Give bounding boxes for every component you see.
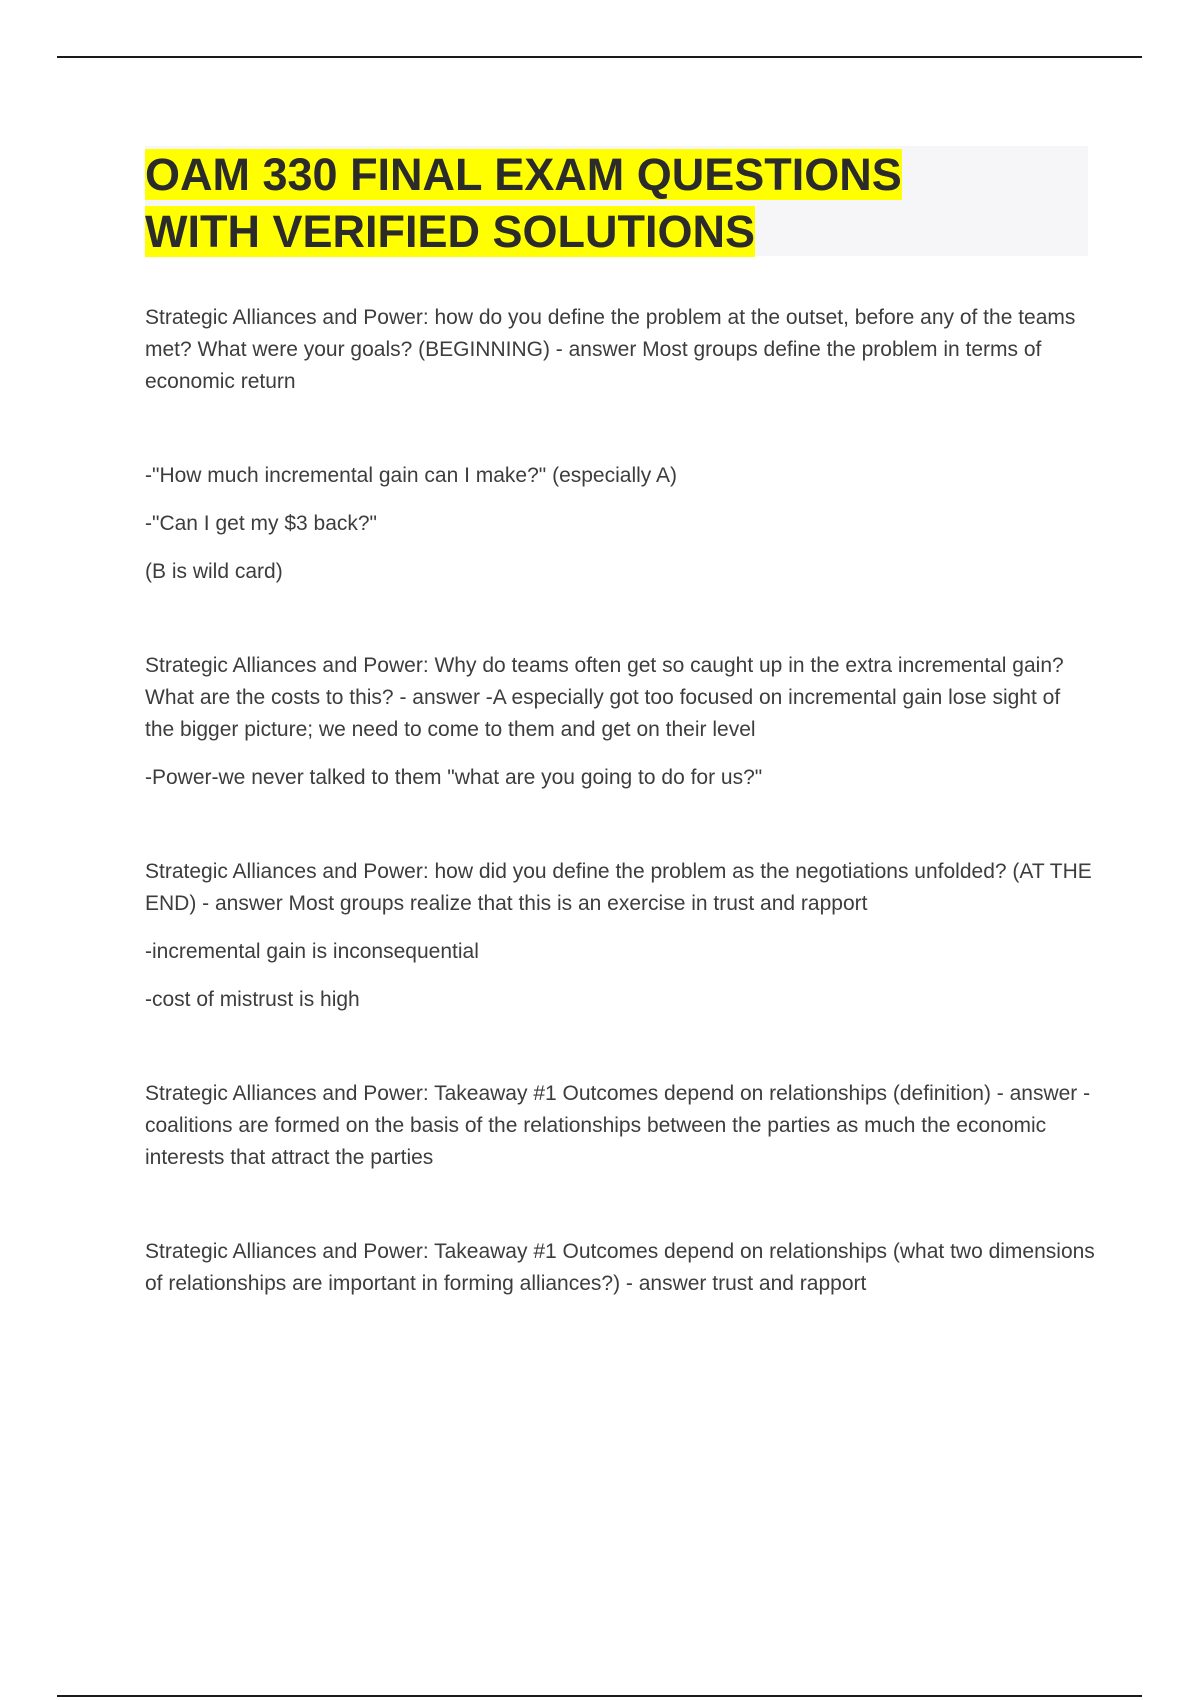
point: -"Can I get my $3 back?" — [145, 512, 378, 535]
question-answer-2: Strategic Alliances and Power: Why do teams often get so caught up in the extra incremental gain? What are the costs to this? - answer -A especially got too focused on incremental gain lose sight of the bigger picture; we need to come to them and get on their level — [145, 654, 1064, 741]
document-title — [145, 146, 1088, 260]
bottom-rule — [57, 1695, 1142, 1697]
question-answer-5: Strategic Alliances and Power: Takeaway #1 Outcomes depend on relationships (what two dimensions of relationships are important in forming alliances?) - answer trust and rapport — [145, 1240, 1095, 1295]
point: -"How much incremental gain can I make?" (especially A) — [145, 464, 677, 487]
document-body — [145, 302, 1095, 1300]
title-line-2: WITH VERIFIED SOLUTIONS — [145, 206, 756, 257]
question-answer-3: Strategic Alliances and Power: how did you define the problem as the negotiations unfolded? (AT THE END) - answer Most groups realize that this is an exercise in trust and rapport — [145, 860, 1092, 915]
question-answer-4: Strategic Alliances and Power: Takeaway #1 Outcomes depend on relationships (definition) - answer -coalitions are formed on the basis of the relationships between the parties as much the economic interests that attract the parties — [145, 1082, 1091, 1169]
point: -Power-we never talked to them "what are you going to do for us?" — [145, 766, 763, 789]
point: -cost of mistrust is high — [145, 988, 360, 1011]
point: (B is wild card) — [145, 560, 283, 583]
question-answer-1: Strategic Alliances and Power: how do you define the problem at the outset, before any of the teams met? What were your goals? (BEGINNING) - answer Most groups define the problem in terms of economic return — [145, 306, 1076, 393]
point: -incremental gain is inconsequential — [145, 940, 479, 963]
title-block — [145, 146, 1088, 256]
top-rule — [57, 56, 1142, 58]
title-line-1: OAM 330 FINAL EXAM QUESTIONS — [145, 149, 902, 200]
